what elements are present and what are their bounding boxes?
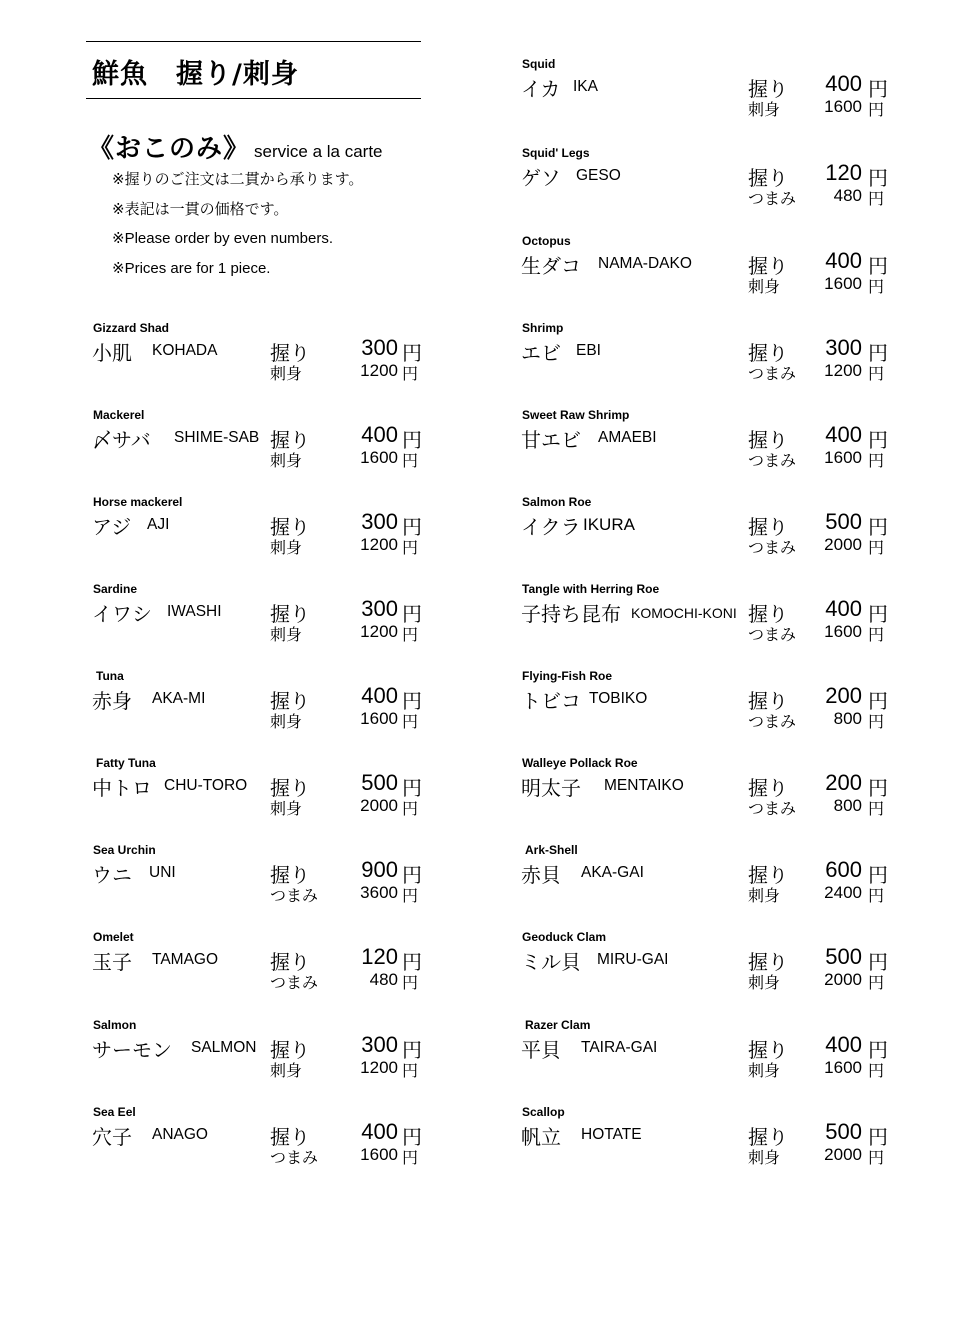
yen-label: 円	[868, 712, 885, 731]
item-type-nigiri: 握り	[748, 950, 788, 974]
item-name-jp: サーモン	[92, 1038, 172, 1062]
item-type-alt: 刺身	[270, 364, 303, 383]
item-price-alt: 2000	[360, 796, 398, 815]
item-price-alt: 1600	[824, 1058, 862, 1077]
item-romaji: AJI	[147, 516, 170, 533]
item-name-en: Tuna	[96, 669, 124, 683]
item-type-nigiri: 握り	[270, 950, 310, 974]
yen-label: 円	[402, 364, 419, 383]
item-name-en: Ark-Shell	[525, 843, 578, 857]
menu-item	[92, 930, 442, 1010]
item-type-alt: 刺身	[748, 1148, 781, 1167]
note: ※Prices are for 1 piece.	[112, 259, 271, 277]
menu-item	[92, 756, 442, 836]
item-name-en: Salmon	[93, 1018, 137, 1032]
item-name-jp: 生ダコ	[521, 254, 581, 278]
item-name-en: Horse mackerel	[93, 495, 183, 509]
yen-label: 円	[868, 863, 888, 887]
yen-label: 円	[868, 364, 885, 383]
yen-label: 円	[402, 973, 419, 992]
item-price-alt: 1600	[360, 1145, 398, 1164]
item-name-en: Tangle with Herring Roe	[522, 582, 660, 596]
item-type-nigiri: 握り	[270, 1125, 310, 1149]
menu-item	[92, 582, 442, 662]
item-name-jp: 子持ち昆布	[521, 602, 621, 626]
item-price-alt: 1600	[824, 448, 862, 467]
item-name-jp: 中トロ	[92, 776, 152, 800]
item-price-nigiri: 400	[825, 596, 862, 621]
item-price-nigiri: 300	[825, 335, 862, 360]
item-romaji: KOMOCHI-KONI	[631, 605, 737, 621]
menu-item	[521, 408, 888, 488]
item-type-alt: つまみ	[748, 712, 797, 731]
item-type-nigiri: 握り	[270, 515, 310, 539]
yen-label: 円	[402, 863, 422, 887]
item-type-nigiri: 握り	[270, 689, 310, 713]
item-price-alt: 1200	[360, 1058, 398, 1077]
item-name-en: Sea Urchin	[93, 843, 156, 857]
item-romaji: GESO	[576, 167, 621, 184]
item-price-alt: 2000	[824, 1145, 862, 1164]
item-price-alt: 800	[833, 709, 862, 728]
menu-item	[92, 321, 442, 401]
menu-item	[521, 756, 888, 836]
yen-label: 円	[868, 515, 888, 539]
item-name-en: Sardine	[93, 582, 138, 596]
item-type-nigiri: 握り	[748, 515, 788, 539]
item-name-jp: ミル貝	[521, 950, 581, 974]
item-type-nigiri: 握り	[748, 254, 788, 278]
yen-label: 円	[402, 886, 419, 905]
item-name-en: Sea Eel	[93, 1105, 136, 1119]
yen-label: 円	[868, 100, 885, 119]
item-price-nigiri: 400	[361, 683, 398, 708]
item-romaji: CHU-TORO	[164, 777, 248, 794]
yen-label: 円	[868, 973, 885, 992]
item-price-alt: 1600	[360, 448, 398, 467]
item-romaji: AKA-GAI	[581, 864, 644, 881]
item-type-alt: 刺身	[748, 100, 781, 119]
yen-label: 円	[868, 254, 888, 278]
item-type-alt: つまみ	[748, 799, 797, 818]
item-type-nigiri: 握り	[270, 863, 310, 887]
section-title-en: service a la carte	[254, 142, 383, 161]
item-price-alt: 1600	[824, 97, 862, 116]
item-type-alt: つまみ	[270, 973, 319, 992]
item-type-nigiri: 握り	[748, 166, 788, 190]
item-price-alt: 1600	[824, 622, 862, 641]
item-price-nigiri: 120	[361, 944, 398, 969]
yen-label: 円	[402, 950, 422, 974]
yen-label: 円	[868, 886, 885, 905]
yen-label: 円	[402, 712, 419, 731]
item-price-nigiri: 200	[825, 770, 862, 795]
yen-label: 円	[402, 428, 422, 452]
item-type-alt: つまみ	[270, 1148, 319, 1167]
item-romaji: MENTAIKO	[604, 777, 684, 794]
item-price-alt: 1200	[360, 622, 398, 641]
item-romaji: MIRU-GAI	[597, 951, 669, 968]
item-price-nigiri: 400	[361, 1119, 398, 1144]
item-romaji: AMAEBI	[598, 429, 657, 446]
yen-label: 円	[868, 689, 888, 713]
item-price-nigiri: 400	[825, 422, 862, 447]
item-romaji: TAIRA-GAI	[581, 1039, 658, 1056]
item-price-nigiri: 500	[361, 770, 398, 795]
item-type-alt: つまみ	[748, 451, 797, 470]
section-title-jp: 《おこのみ》	[88, 134, 251, 164]
item-name-en: Scallop	[522, 1105, 565, 1119]
menu-item	[92, 843, 442, 923]
section-heading	[88, 128, 383, 165]
item-name-en: Gizzard Shad	[93, 321, 170, 335]
yen-label: 円	[402, 776, 422, 800]
yen-label: 円	[402, 1148, 419, 1167]
item-name-jp: 甘エビ	[521, 428, 581, 452]
yen-label: 円	[402, 451, 419, 470]
menu-item	[521, 669, 888, 749]
item-price-nigiri: 400	[825, 1032, 862, 1057]
note: ※表記は一貫の価格です。	[112, 200, 289, 218]
item-name-jp: 〆サバ	[92, 428, 151, 452]
item-type-alt: 刺身	[270, 799, 303, 818]
item-price-alt: 1200	[360, 535, 398, 554]
item-price-alt: 1200	[360, 361, 398, 380]
item-romaji: EBI	[576, 342, 601, 359]
item-name-jp: イカ	[521, 77, 561, 101]
yen-label: 円	[402, 515, 422, 539]
item-romaji: TAMAGO	[152, 951, 219, 968]
item-type-nigiri: 握り	[748, 341, 788, 365]
yen-label: 円	[868, 166, 888, 190]
yen-label: 円	[868, 776, 888, 800]
item-name-jp: 赤貝	[521, 863, 561, 887]
item-name-jp: 穴子	[92, 1125, 132, 1149]
item-price-nigiri: 500	[825, 1119, 862, 1144]
item-price-nigiri: 900	[361, 857, 398, 882]
yen-label: 円	[868, 341, 888, 365]
item-name-jp: アジ	[92, 515, 132, 539]
item-type-alt: つまみ	[748, 189, 797, 208]
item-name-en: Omelet	[93, 930, 134, 944]
item-type-nigiri: 握り	[748, 602, 788, 626]
yen-label: 円	[868, 277, 885, 296]
item-price-alt: 2400	[824, 883, 862, 902]
yen-label: 円	[868, 1061, 885, 1080]
menu-item	[521, 1105, 888, 1185]
item-name-en: Flying-Fish Roe	[522, 669, 612, 683]
item-type-alt: 刺身	[748, 973, 781, 992]
item-type-alt: 刺身	[270, 1061, 303, 1080]
item-type-alt: 刺身	[748, 886, 781, 905]
item-romaji: ANAGO	[152, 1126, 208, 1143]
item-type-alt: 刺身	[748, 1061, 781, 1080]
item-name-en: Razer Clam	[525, 1018, 591, 1032]
item-price-nigiri: 500	[825, 944, 862, 969]
item-name-en: Salmon Roe	[522, 495, 592, 509]
yen-label: 円	[868, 950, 888, 974]
item-romaji: UNI	[149, 864, 176, 881]
item-name-jp: ウニ	[92, 863, 132, 887]
menu-item	[521, 1018, 888, 1098]
item-romaji: SALMON	[191, 1039, 257, 1056]
item-romaji: IKURA	[583, 515, 635, 534]
note: ※握りのご注文は二貫から承ります。	[112, 171, 364, 188]
item-name-jp: トビコ	[521, 689, 581, 713]
item-type-alt: 刺身	[748, 277, 781, 296]
item-type-alt: 刺身	[270, 538, 303, 557]
yen-label: 円	[868, 1038, 888, 1062]
item-name-en: Octopus	[522, 234, 571, 248]
item-name-jp: エビ	[521, 341, 561, 365]
item-price-alt: 480	[833, 186, 862, 205]
yen-label: 円	[402, 602, 422, 626]
note: ※Please order by even numbers.	[112, 230, 334, 247]
menu-item	[521, 582, 888, 662]
item-name-en: Fatty Tuna	[96, 756, 156, 770]
item-type-nigiri: 握り	[270, 341, 310, 365]
item-price-nigiri: 300	[361, 509, 398, 534]
yen-label: 円	[868, 428, 888, 452]
item-price-nigiri: 500	[825, 509, 862, 534]
menu-item	[521, 843, 888, 923]
item-type-nigiri: 握り	[270, 776, 310, 800]
menu-item	[92, 495, 442, 575]
item-name-en: Sweet Raw Shrimp	[522, 408, 630, 422]
menu-item	[521, 930, 888, 1010]
menu-item	[92, 1018, 442, 1098]
item-type-alt: 刺身	[270, 625, 303, 644]
item-price-nigiri: 400	[825, 248, 862, 273]
menu-item	[521, 146, 888, 226]
item-type-nigiri: 握り	[270, 1038, 310, 1062]
item-romaji: TOBIKO	[589, 690, 648, 707]
item-name-jp: 赤身	[92, 689, 132, 713]
yen-label: 円	[868, 602, 888, 626]
item-type-alt: 刺身	[270, 712, 303, 731]
yen-label: 円	[868, 189, 885, 208]
item-name-jp: イワシ	[92, 602, 152, 626]
item-price-nigiri: 400	[825, 71, 862, 96]
item-type-nigiri: 握り	[270, 428, 310, 452]
item-name-jp: ゲソ	[521, 166, 561, 190]
item-type-nigiri: 握り	[748, 776, 788, 800]
yen-label: 円	[402, 625, 419, 644]
yen-label: 円	[402, 1061, 419, 1080]
item-name-en: Shrimp	[522, 321, 564, 335]
menu-item	[521, 495, 888, 575]
item-price-nigiri: 300	[361, 335, 398, 360]
item-name-jp: 帆立	[521, 1125, 561, 1149]
yen-label: 円	[402, 538, 419, 557]
item-romaji: IWASHI	[167, 603, 222, 620]
item-type-nigiri: 握り	[748, 428, 788, 452]
page-header	[86, 41, 421, 99]
yen-label: 円	[402, 1125, 422, 1149]
item-name-en: Squid	[522, 57, 556, 71]
item-type-alt: 刺身	[270, 451, 303, 470]
page-title: 鮮魚 握り/刺身	[92, 59, 299, 90]
menu-item	[521, 234, 888, 314]
item-price-nigiri: 300	[361, 596, 398, 621]
item-price-alt: 1600	[360, 709, 398, 728]
item-name-en: Mackerel	[93, 408, 145, 422]
item-price-alt: 1600	[824, 274, 862, 293]
item-name-en: Walleye Pollack Roe	[522, 756, 638, 770]
menu-item	[521, 321, 888, 401]
item-type-nigiri: 握り	[748, 689, 788, 713]
item-romaji: NAMA-DAKO	[598, 255, 692, 272]
item-price-alt: 3600	[360, 883, 398, 902]
item-name-en: Squid' Legs	[522, 146, 590, 160]
item-type-alt: つまみ	[748, 538, 797, 557]
notes-list	[112, 165, 363, 283]
item-type-nigiri: 握り	[748, 77, 788, 101]
item-type-nigiri: 握り	[748, 863, 788, 887]
item-name-jp: 平貝	[521, 1038, 561, 1062]
item-price-nigiri: 200	[825, 683, 862, 708]
menu-item	[92, 408, 442, 488]
item-price-alt: 2000	[824, 535, 862, 554]
item-price-alt: 1200	[824, 361, 862, 380]
yen-label: 円	[868, 1148, 885, 1167]
item-romaji: IKA	[573, 78, 598, 95]
yen-label: 円	[402, 799, 419, 818]
item-romaji: SHIME-SAB	[174, 429, 260, 446]
item-type-alt: つまみ	[270, 886, 319, 905]
item-price-nigiri: 300	[361, 1032, 398, 1057]
yen-label: 円	[402, 341, 422, 365]
item-name-jp: 玉子	[92, 950, 132, 974]
menu-item	[92, 1105, 442, 1185]
item-price-alt: 2000	[824, 970, 862, 989]
item-price-alt: 480	[369, 970, 398, 989]
item-type-alt: つまみ	[748, 625, 797, 644]
yen-label: 円	[868, 1125, 888, 1149]
item-romaji: AKA-MI	[152, 690, 206, 707]
yen-label: 円	[868, 77, 888, 101]
item-price-nigiri: 120	[825, 160, 862, 185]
menu-item	[521, 57, 888, 137]
item-type-nigiri: 握り	[270, 602, 310, 626]
item-type-nigiri: 握り	[748, 1038, 788, 1062]
menu-item	[92, 669, 442, 749]
item-price-nigiri: 600	[825, 857, 862, 882]
item-price-nigiri: 400	[361, 422, 398, 447]
item-type-alt: つまみ	[748, 364, 797, 383]
item-price-alt: 800	[833, 796, 862, 815]
yen-label: 円	[868, 625, 885, 644]
yen-label: 円	[402, 689, 422, 713]
item-type-nigiri: 握り	[748, 1125, 788, 1149]
yen-label: 円	[868, 451, 885, 470]
item-name-jp: イクラ	[521, 515, 581, 539]
item-romaji: HOTATE	[581, 1126, 642, 1143]
item-name-en: Geoduck Clam	[522, 930, 607, 944]
yen-label: 円	[402, 1038, 422, 1062]
item-name-jp: 小肌	[92, 341, 132, 365]
yen-label: 円	[868, 538, 885, 557]
item-name-jp: 明太子	[521, 776, 581, 800]
item-romaji: KOHADA	[152, 342, 218, 359]
yen-label: 円	[868, 799, 885, 818]
